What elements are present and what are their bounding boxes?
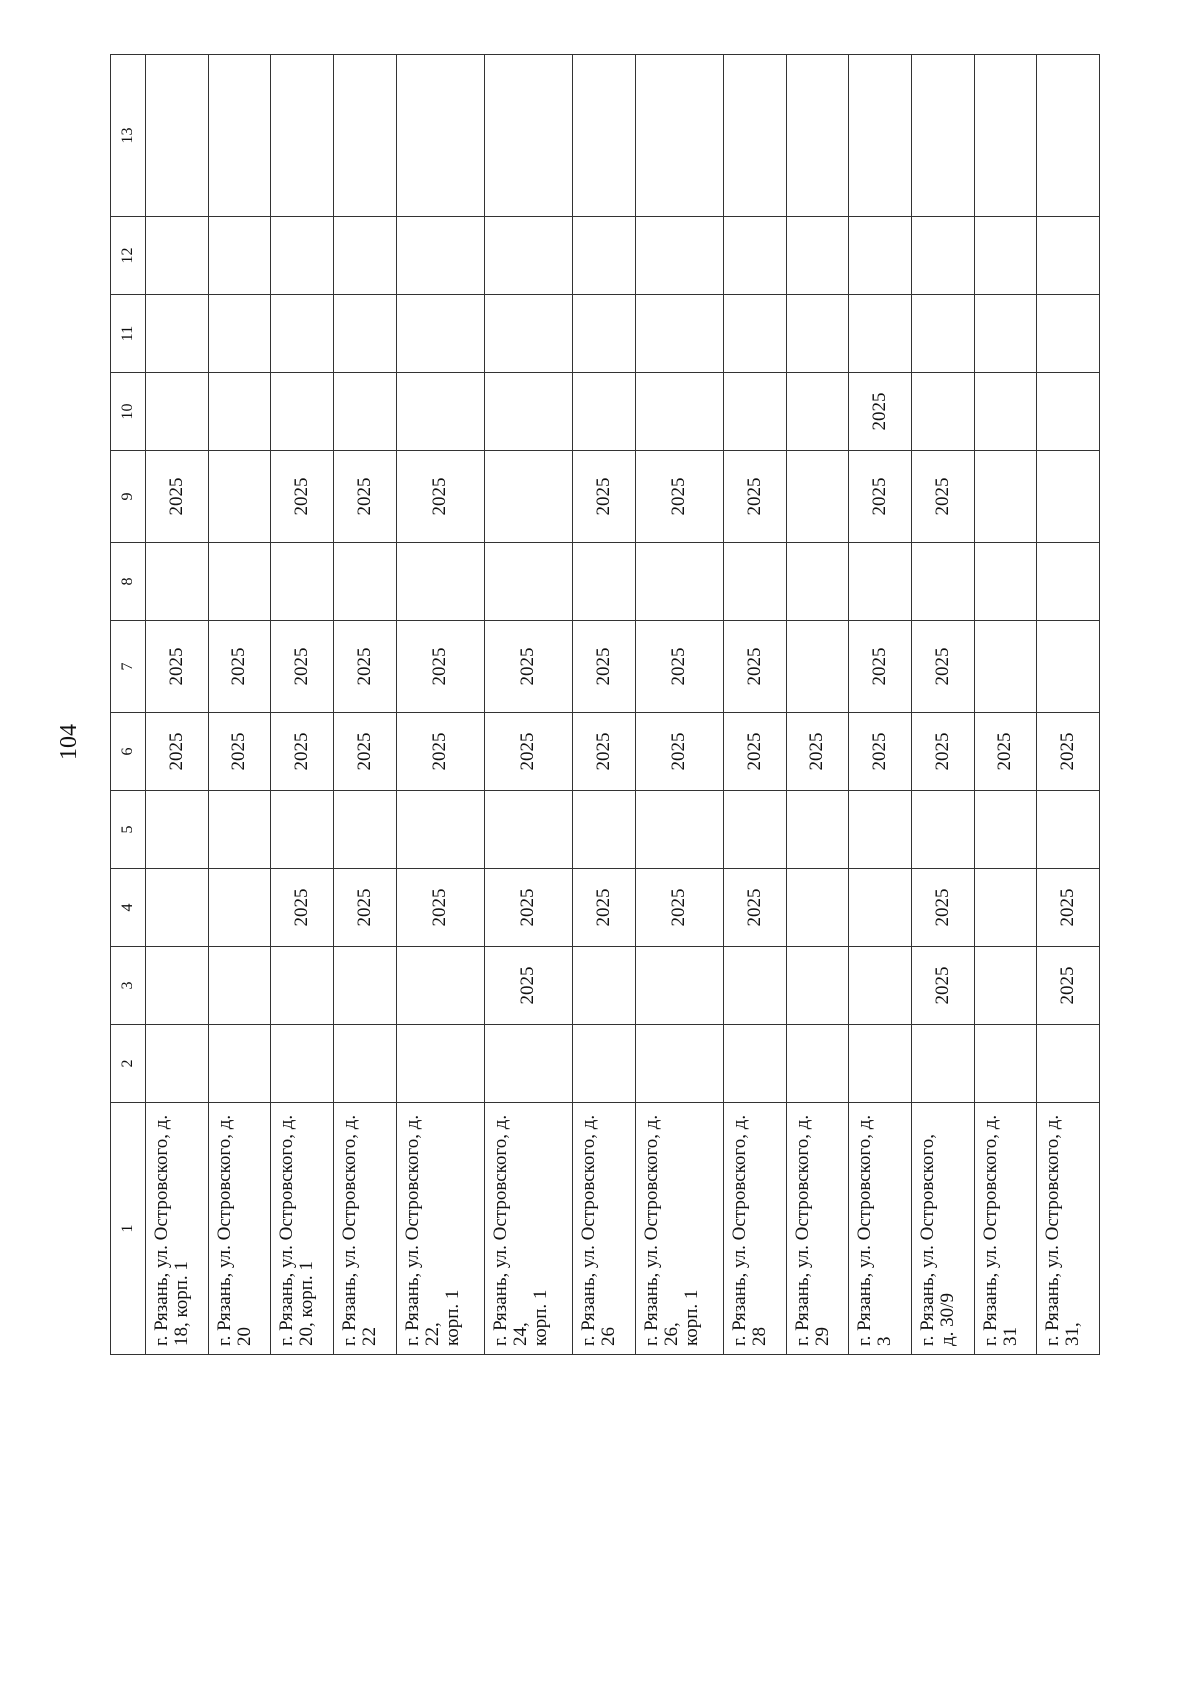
year-cell-col-10: [911, 373, 974, 451]
year-cell-col-9: 2025: [723, 451, 786, 543]
year-cell-col-12: [723, 217, 786, 295]
year-cell-col-11: [484, 295, 572, 373]
address-line: г. Рязань, ул. Островского, д. 22: [338, 1114, 380, 1346]
column-number-2: 2: [111, 1025, 146, 1103]
year-cell-col-3: [146, 947, 209, 1025]
address-line: корп. 1: [529, 1289, 551, 1346]
year-cell-col-8: [635, 543, 723, 621]
year-cell-col-12: [1037, 217, 1100, 295]
year-cell-col-7: 2025: [911, 621, 974, 713]
year-cell-col-9: [786, 451, 849, 543]
year-cell-col-8: [484, 543, 572, 621]
year-cell-col-8: [146, 543, 209, 621]
table-row: [911, 55, 974, 1355]
address-line: корп. 1: [680, 1289, 702, 1346]
year-cell-col-2: [333, 1025, 396, 1103]
year-cell-col-6: 2025: [723, 713, 786, 791]
year-cell-col-8: [396, 543, 484, 621]
column-number-7: 7: [111, 621, 146, 713]
year-cell-col-4: [786, 869, 849, 947]
table-row: [484, 55, 572, 1355]
year-cell-col-5: [396, 791, 484, 869]
year-cell-col-11: [208, 295, 271, 373]
year-cell-col-11: [974, 295, 1037, 373]
year-cell-col-2: [146, 1025, 209, 1103]
repair-schedule-table: [110, 54, 1100, 1355]
address-cell: [635, 1103, 723, 1355]
address-line: г. Рязань, ул. Островского, д.: [640, 1114, 662, 1346]
address-line: г. Рязань, ул. Островского,: [916, 1134, 938, 1346]
year-cell-col-7: 2025: [146, 621, 209, 713]
year-cell-col-12: [208, 217, 271, 295]
address-line: д. 30/9: [936, 1293, 958, 1346]
year-cell-col-9: [484, 451, 572, 543]
year-cell-col-5: [723, 791, 786, 869]
column-number-12: 12: [111, 217, 146, 295]
address-cell: [333, 1103, 396, 1355]
year-cell-col-13: [208, 55, 271, 217]
table-row: [271, 55, 334, 1355]
year-cell-col-6: 2025: [635, 713, 723, 791]
address-line: 24,: [509, 1322, 531, 1346]
table-row: [1037, 55, 1100, 1355]
table-row: [573, 55, 636, 1355]
year-cell-col-10: [723, 373, 786, 451]
column-number-1: 1: [111, 1103, 146, 1355]
year-cell-col-3: [635, 947, 723, 1025]
rotated-table-sheet: [110, 55, 1100, 1355]
year-cell-col-5: [146, 791, 209, 869]
year-cell-col-5: [573, 791, 636, 869]
year-cell-col-5: [333, 791, 396, 869]
column-number-8: 8: [111, 543, 146, 621]
address-cell: [1037, 1103, 1100, 1355]
year-cell-col-11: [786, 295, 849, 373]
address-line: г. Рязань, ул. Островского, д. 3: [854, 1114, 896, 1346]
year-cell-col-13: [396, 55, 484, 217]
year-cell-col-9: 2025: [849, 451, 912, 543]
year-cell-col-10: [271, 373, 334, 451]
year-cell-col-7: 2025: [849, 621, 912, 713]
year-cell-col-12: [573, 217, 636, 295]
year-cell-col-9: 2025: [396, 451, 484, 543]
year-cell-col-7: [786, 621, 849, 713]
year-cell-col-11: [1037, 295, 1100, 373]
year-cell-col-5: [849, 791, 912, 869]
year-cell-col-5: [974, 791, 1037, 869]
address-line: 18, корп. 1: [170, 1261, 192, 1346]
year-cell-col-4: [208, 869, 271, 947]
year-cell-col-10: [146, 373, 209, 451]
year-cell-col-2: [1037, 1025, 1100, 1103]
year-cell-col-12: [635, 217, 723, 295]
year-cell-col-11: [723, 295, 786, 373]
year-cell-col-13: [911, 55, 974, 217]
year-cell-col-12: [333, 217, 396, 295]
year-cell-col-5: [271, 791, 334, 869]
year-cell-col-13: [146, 55, 209, 217]
address-cell: [573, 1103, 636, 1355]
year-cell-col-9: 2025: [573, 451, 636, 543]
address-cell: [208, 1103, 271, 1355]
year-cell-col-4: 2025: [396, 869, 484, 947]
address-cell: [271, 1103, 334, 1355]
year-cell-col-13: [974, 55, 1037, 217]
year-cell-col-2: [911, 1025, 974, 1103]
year-cell-col-9: 2025: [146, 451, 209, 543]
year-cell-col-3: [974, 947, 1037, 1025]
year-cell-col-13: [271, 55, 334, 217]
year-cell-col-7: [974, 621, 1037, 713]
year-cell-col-6: 2025: [1037, 713, 1100, 791]
address-cell: [911, 1103, 974, 1355]
column-number-3: 3: [111, 947, 146, 1025]
year-cell-col-11: [573, 295, 636, 373]
year-cell-col-4: [146, 869, 209, 947]
year-cell-col-3: [786, 947, 849, 1025]
year-cell-col-10: [208, 373, 271, 451]
year-cell-col-8: [1037, 543, 1100, 621]
year-cell-col-3: [723, 947, 786, 1025]
year-cell-col-12: [396, 217, 484, 295]
table-row: [786, 55, 849, 1355]
year-cell-col-4: 2025: [333, 869, 396, 947]
year-cell-col-5: [635, 791, 723, 869]
column-number-row: [111, 55, 146, 1355]
year-cell-col-2: [573, 1025, 636, 1103]
address-line: г. Рязань, ул. Островского, д. 26: [578, 1114, 619, 1346]
year-cell-col-7: 2025: [723, 621, 786, 713]
column-number-5: 5: [111, 791, 146, 869]
column-number-9: 9: [111, 451, 146, 543]
address-cell: [484, 1103, 572, 1355]
column-number-6: 6: [111, 713, 146, 791]
year-cell-col-2: [723, 1025, 786, 1103]
year-cell-col-2: [974, 1025, 1037, 1103]
year-cell-col-9: 2025: [271, 451, 334, 543]
address-line: 22,: [421, 1322, 443, 1346]
address-line: г. Рязань, ул. Островского, д.: [489, 1114, 511, 1346]
year-cell-col-12: [484, 217, 572, 295]
year-cell-col-13: [849, 55, 912, 217]
year-cell-col-12: [911, 217, 974, 295]
year-cell-col-6: 2025: [974, 713, 1037, 791]
year-cell-col-2: [635, 1025, 723, 1103]
column-number-4: 4: [111, 869, 146, 947]
column-number-11: 11: [111, 295, 146, 373]
year-cell-col-6: 2025: [484, 713, 572, 791]
table-row: [635, 55, 723, 1355]
address-line: г. Рязань, ул. Островского, д.: [401, 1114, 423, 1346]
year-cell-col-4: [849, 869, 912, 947]
year-cell-col-13: [573, 55, 636, 217]
year-cell-col-10: [974, 373, 1037, 451]
table-row: [208, 55, 271, 1355]
year-cell-col-11: [333, 295, 396, 373]
year-cell-col-3: 2025: [911, 947, 974, 1025]
year-cell-col-8: [786, 543, 849, 621]
year-cell-col-10: [484, 373, 572, 451]
address-cell: [849, 1103, 912, 1355]
year-cell-col-13: [333, 55, 396, 217]
year-cell-col-7: 2025: [573, 621, 636, 713]
year-cell-col-7: 2025: [208, 621, 271, 713]
year-cell-col-7: 2025: [333, 621, 396, 713]
year-cell-col-8: [849, 543, 912, 621]
address-cell: [786, 1103, 849, 1355]
year-cell-col-11: [849, 295, 912, 373]
year-cell-col-7: 2025: [635, 621, 723, 713]
year-cell-col-3: 2025: [484, 947, 572, 1025]
year-cell-col-12: [146, 217, 209, 295]
year-cell-col-2: [271, 1025, 334, 1103]
year-cell-col-10: [333, 373, 396, 451]
year-cell-col-2: [208, 1025, 271, 1103]
column-number-13: 13: [111, 55, 146, 217]
address-line: г. Рязань, ул. Островского, д.: [151, 1114, 172, 1346]
year-cell-col-10: [396, 373, 484, 451]
year-cell-col-10: 2025: [849, 373, 912, 451]
address-line: г. Рязань, ул. Островского, д. 20: [213, 1114, 255, 1346]
year-cell-col-7: 2025: [484, 621, 572, 713]
year-cell-col-8: [723, 543, 786, 621]
address-line: г. Рязань, ул. Островского, д. 29: [791, 1114, 833, 1346]
year-cell-col-13: [786, 55, 849, 217]
year-cell-col-6: 2025: [786, 713, 849, 791]
year-cell-col-8: [573, 543, 636, 621]
year-cell-col-11: [911, 295, 974, 373]
year-cell-col-5: [1037, 791, 1100, 869]
address-line: корп. 1: [441, 1289, 463, 1346]
year-cell-col-12: [271, 217, 334, 295]
year-cell-col-4: 2025: [911, 869, 974, 947]
column-number-10: 10: [111, 373, 146, 451]
year-cell-col-7: 2025: [271, 621, 334, 713]
table-row: [146, 55, 209, 1355]
year-cell-col-8: [974, 543, 1037, 621]
year-cell-col-12: [786, 217, 849, 295]
year-cell-col-13: [635, 55, 723, 217]
year-cell-col-10: [573, 373, 636, 451]
year-cell-col-2: [396, 1025, 484, 1103]
year-cell-col-11: [146, 295, 209, 373]
year-cell-col-5: [786, 791, 849, 869]
table-row: [333, 55, 396, 1355]
year-cell-col-8: [271, 543, 334, 621]
address-line: г. Рязань, ул. Островского, д.: [1042, 1114, 1064, 1346]
year-cell-col-11: [396, 295, 484, 373]
year-cell-col-7: 2025: [396, 621, 484, 713]
year-cell-col-5: [911, 791, 974, 869]
year-cell-col-9: 2025: [333, 451, 396, 543]
year-cell-col-10: [786, 373, 849, 451]
year-cell-col-8: [333, 543, 396, 621]
year-cell-col-12: [849, 217, 912, 295]
address-cell: [974, 1103, 1037, 1355]
year-cell-col-6: 2025: [333, 713, 396, 791]
year-cell-col-3: [573, 947, 636, 1025]
year-cell-col-4: 2025: [573, 869, 636, 947]
year-cell-col-4: 2025: [484, 869, 572, 947]
year-cell-col-6: 2025: [911, 713, 974, 791]
year-cell-col-3: [849, 947, 912, 1025]
address-line: г. Рязань, ул. Островского, д.: [276, 1114, 298, 1346]
year-cell-col-11: [271, 295, 334, 373]
year-cell-col-3: 2025: [1037, 947, 1100, 1025]
address-line: г. Рязань, ул. Островского, д. 28: [728, 1114, 770, 1346]
year-cell-col-4: [974, 869, 1037, 947]
address-cell: [146, 1103, 209, 1355]
year-cell-col-5: [484, 791, 572, 869]
year-cell-col-13: [484, 55, 572, 217]
year-cell-col-6: 2025: [396, 713, 484, 791]
year-cell-col-10: [635, 373, 723, 451]
year-cell-col-6: 2025: [271, 713, 334, 791]
year-cell-col-9: 2025: [911, 451, 974, 543]
year-cell-col-11: [635, 295, 723, 373]
table-row: [974, 55, 1037, 1355]
table-row: [396, 55, 484, 1355]
year-cell-col-6: 2025: [573, 713, 636, 791]
year-cell-col-4: 2025: [723, 869, 786, 947]
year-cell-col-4: 2025: [1037, 869, 1100, 947]
year-cell-col-13: [1037, 55, 1100, 217]
address-cell: [723, 1103, 786, 1355]
table-row: [849, 55, 912, 1355]
year-cell-col-2: [849, 1025, 912, 1103]
year-cell-col-4: 2025: [271, 869, 334, 947]
year-cell-col-3: [271, 947, 334, 1025]
year-cell-col-8: [911, 543, 974, 621]
year-cell-col-7: [1037, 621, 1100, 713]
table-row: [723, 55, 786, 1355]
address-line: 20, корп. 1: [296, 1261, 318, 1346]
page-number: 104: [56, 724, 82, 760]
year-cell-col-3: [333, 947, 396, 1025]
year-cell-col-9: 2025: [635, 451, 723, 543]
year-cell-col-9: [974, 451, 1037, 543]
year-cell-col-3: [396, 947, 484, 1025]
address-line: 31,: [1062, 1322, 1084, 1346]
year-cell-col-9: [208, 451, 271, 543]
year-cell-col-5: [208, 791, 271, 869]
year-cell-col-2: [786, 1025, 849, 1103]
address-line: г. Рязань, ул. Островского, д. 31: [979, 1114, 1021, 1346]
year-cell-col-6: 2025: [849, 713, 912, 791]
year-cell-col-2: [484, 1025, 572, 1103]
year-cell-col-3: [208, 947, 271, 1025]
year-cell-col-6: 2025: [208, 713, 271, 791]
year-cell-col-9: [1037, 451, 1100, 543]
year-cell-col-10: [1037, 373, 1100, 451]
year-cell-col-8: [208, 543, 271, 621]
year-cell-col-4: 2025: [635, 869, 723, 947]
year-cell-col-6: 2025: [146, 713, 209, 791]
year-cell-col-13: [723, 55, 786, 217]
year-cell-col-12: [974, 217, 1037, 295]
address-cell: [396, 1103, 484, 1355]
address-line: 26,: [660, 1322, 682, 1346]
